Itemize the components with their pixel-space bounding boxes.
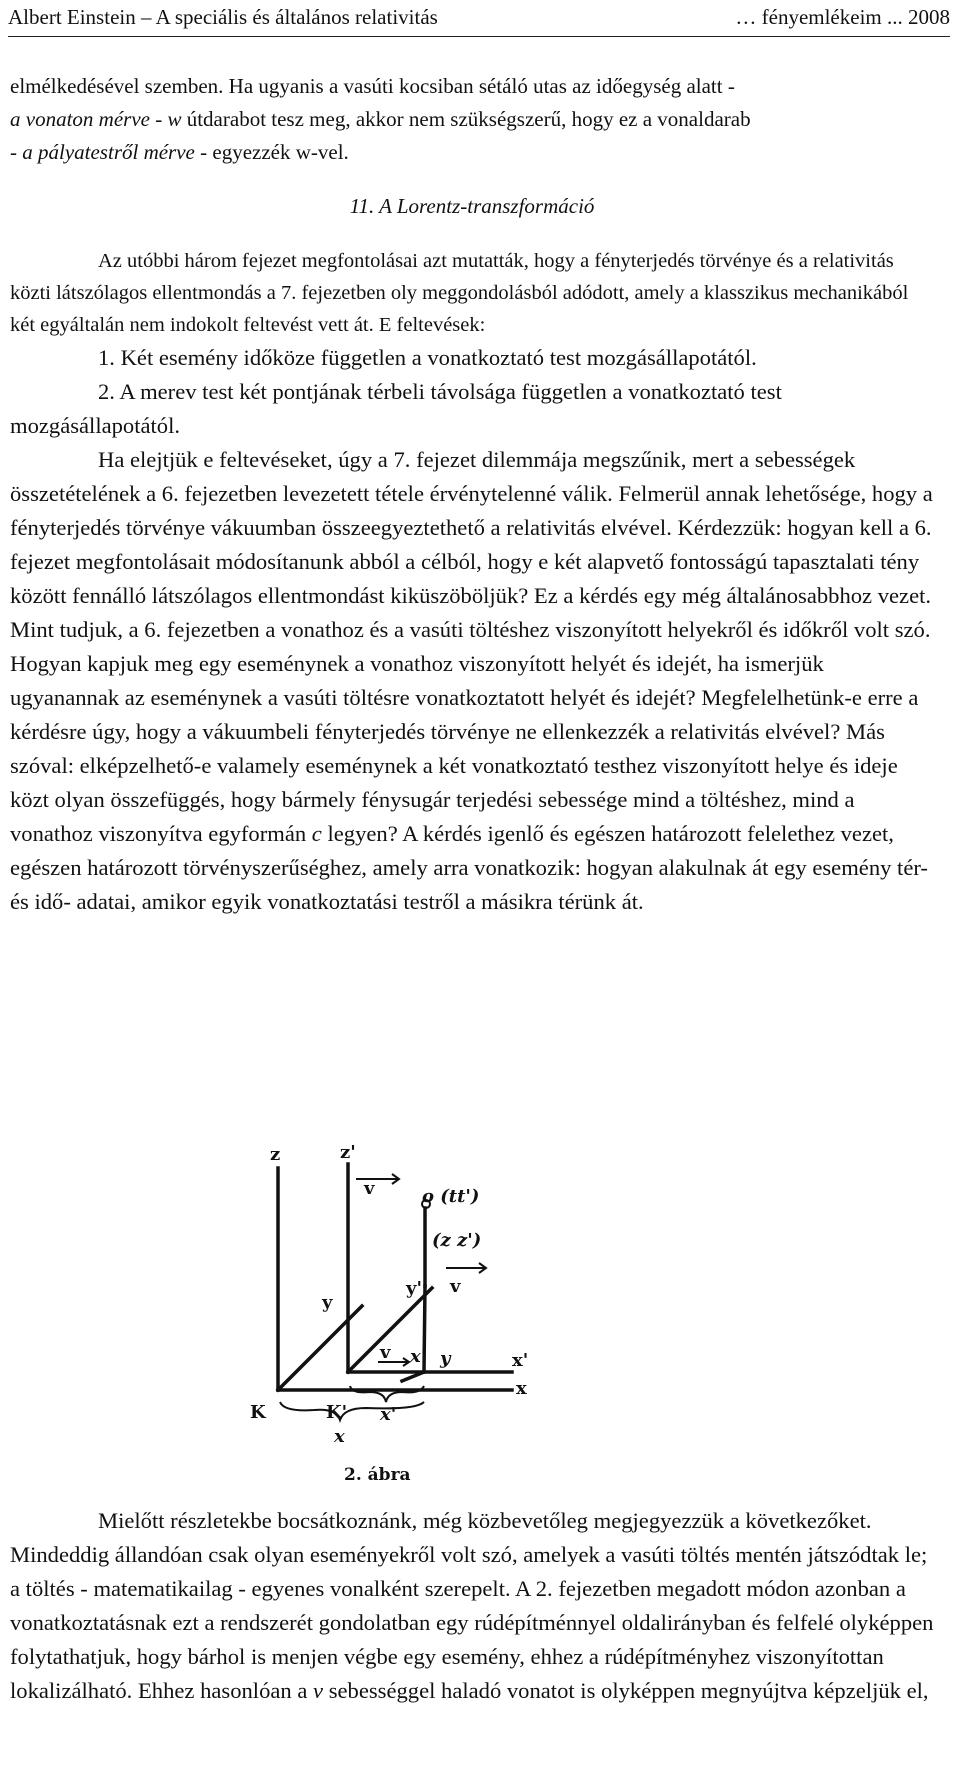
- paragraph-2-text-a: Ha elejtjük e feltevéseket, úgy a 7. fejezet dilemmája megszűnik, mert a sebességek összetételének a 6. fejezetben levezetett tétele érvénytelenné válik. Felmerül annak lehetősége, hogy a fényterjedés törvénye vákuumban összeegyeztethető a relativitás elvével. Kérdezzük: hogyan kell a 6. fejezet megfontolásait módosítanunk abból a célból, hogy e két alapvető fontosságú tapasztalati tény között fennálló látszólagos ellentmondást kiküszöböljük? Ez a kérdés egy még általánosabbhoz vezet. Mint tudjuk, a 6. fejezetben a vonathoz és a vasúti töltéshez viszonyított helyekről és időkről volt szó. Hogyan kapjuk meg egy eseménynek a vonathoz viszonyított helyét és idejét, ha ismerjük ugyanannak az eseménynek a vasúti töltésre vonatkoztatott helyét és idejét? Megfelelhetünk-e erre a kérdésre úgy, hogy a vákuumbeli fényterjedés törvénye ne ellenkezzék a relativitás elvével? Más szóval: elképzelhető-e valamely eseménynek a két vonatkoztató testhez viszonyított helye és ideje közt olyan összefüggés, hogy bármely fénysugár terjedési sebessége mind a töltéshez, mind a vonathoz viszonyítva egyformán: [10, 447, 933, 846]
- header-right: … fényemlékeim ... 2008: [735, 5, 950, 29]
- light-speed-symbol: c: [311, 821, 322, 846]
- label-v-low: v: [380, 1342, 391, 1363]
- paragraph-3-text-a: Mielőtt részletekbe bocsátkoznánk, még közbevetőleg megjegyezzük a következőket. Mindeddig állandóan csak olyan eseményekről volt szó, amelyek a vasúti töltés mentén játszódtak le; a töltés - matematikailag - egyenes vonalként szerepelt. A 2. fejezetben megadott módon azonban a vonatkoztatásnak ezt a rendszerét gondolatban egy rúdépítménnyel oldalirányban és felfelé olyképpen folytathatjuk, hogy bárhol is menjen végbe egy esemény, ehhez a rúdépítményhez viszonyítottan lokalizálható. Ehhez hasonlóan a: [10, 1508, 934, 1703]
- intro-line-1: [10, 70, 934, 103]
- paragraph-2: [10, 443, 934, 919]
- label-event: o (tt'): [422, 1186, 480, 1207]
- label-y: y: [322, 1292, 333, 1313]
- label-v-mid: v: [450, 1276, 461, 1297]
- label-x-brace: x: [334, 1426, 345, 1447]
- brace-x: [280, 1402, 424, 1420]
- chapter-title: 11. A Lorentz-transzformáció: [349, 194, 595, 218]
- label-zz: (z z'): [432, 1230, 482, 1251]
- label-y-low: y: [440, 1348, 451, 1369]
- intro-line-2-text: útdarabot tesz meg, akkor nem szükségszerű, hogy ez a vonaldarab: [181, 107, 751, 131]
- figure-caption: 2. ábra: [344, 1465, 411, 1485]
- label-v-top: v: [364, 1178, 375, 1199]
- page-header: [8, 0, 950, 37]
- paragraph-3-text-b: sebességgel haladó vonatot is olyképpen megnyújtva képzeljük el,: [323, 1678, 929, 1703]
- paragraph-1: Az utóbbi három fejezet megfontolásai azt mutatták, hogy a fényterjedés törvénye és a relativitás közti látszólagos ellentmondás a 7. fejezetben oly meggondolásból adódott, amely a klasszikus mechanikából két egyáltalán nem indokolt feltevést vett át. E feltevések:: [10, 250, 909, 336]
- label-zprime: z': [340, 1142, 356, 1163]
- label-x-axis: x: [516, 1378, 527, 1399]
- intro-italic-1: a vonaton mérve - w: [10, 107, 182, 131]
- label-xprime-brace: x': [380, 1404, 397, 1425]
- intro-line-1-text: elmélkedésével szemben. Ha ugyanis a vasúti kocsiban sétáló utas az időegység alatt -: [10, 74, 735, 98]
- intro-line-3-text: - egyezzék w-vel.: [194, 140, 349, 164]
- intro-line-3: [10, 136, 934, 169]
- paragraph-3: [10, 1504, 934, 1708]
- page-body: [10, 70, 934, 919]
- intro-line-2: [10, 103, 934, 136]
- label-xprime-near: x': [410, 1346, 427, 1367]
- list-item-1: 1. Két esemény időköze független a vonatkoztató test mozgásállapotától.: [98, 345, 757, 370]
- intro-italic-2: a pályatestről mérve: [22, 140, 195, 164]
- figure-2-diagram: [240, 1140, 620, 1490]
- label-xprime-axis: x': [512, 1350, 529, 1371]
- list-item-2: 2. A merev test két pontjának térbeli távolsága független a vonatkoztató test mozgásállapotától.: [10, 379, 782, 438]
- label-K: K: [250, 1402, 266, 1423]
- paragraph-3-body: [10, 1504, 934, 1708]
- paragraph-2-text-b: legyen? A kérdés igenlő és egészen határozott felelethez vezet, egészen határozott törvényszerűséghez, amely arra vonatkozik: hogyan alakulnak át egy esemény tér- és idő- adatai, amikor egyik vonatkoztatási testről a másikra térünk át.: [10, 821, 928, 914]
- label-yprime: y': [406, 1278, 422, 1299]
- label-z: z: [270, 1144, 281, 1165]
- header-title: Albert Einstein – A speciális és általános relativitás: [8, 5, 438, 29]
- intro-dash: -: [10, 140, 23, 164]
- velocity-symbol: v: [313, 1678, 324, 1703]
- label-Kprime: K': [326, 1402, 348, 1423]
